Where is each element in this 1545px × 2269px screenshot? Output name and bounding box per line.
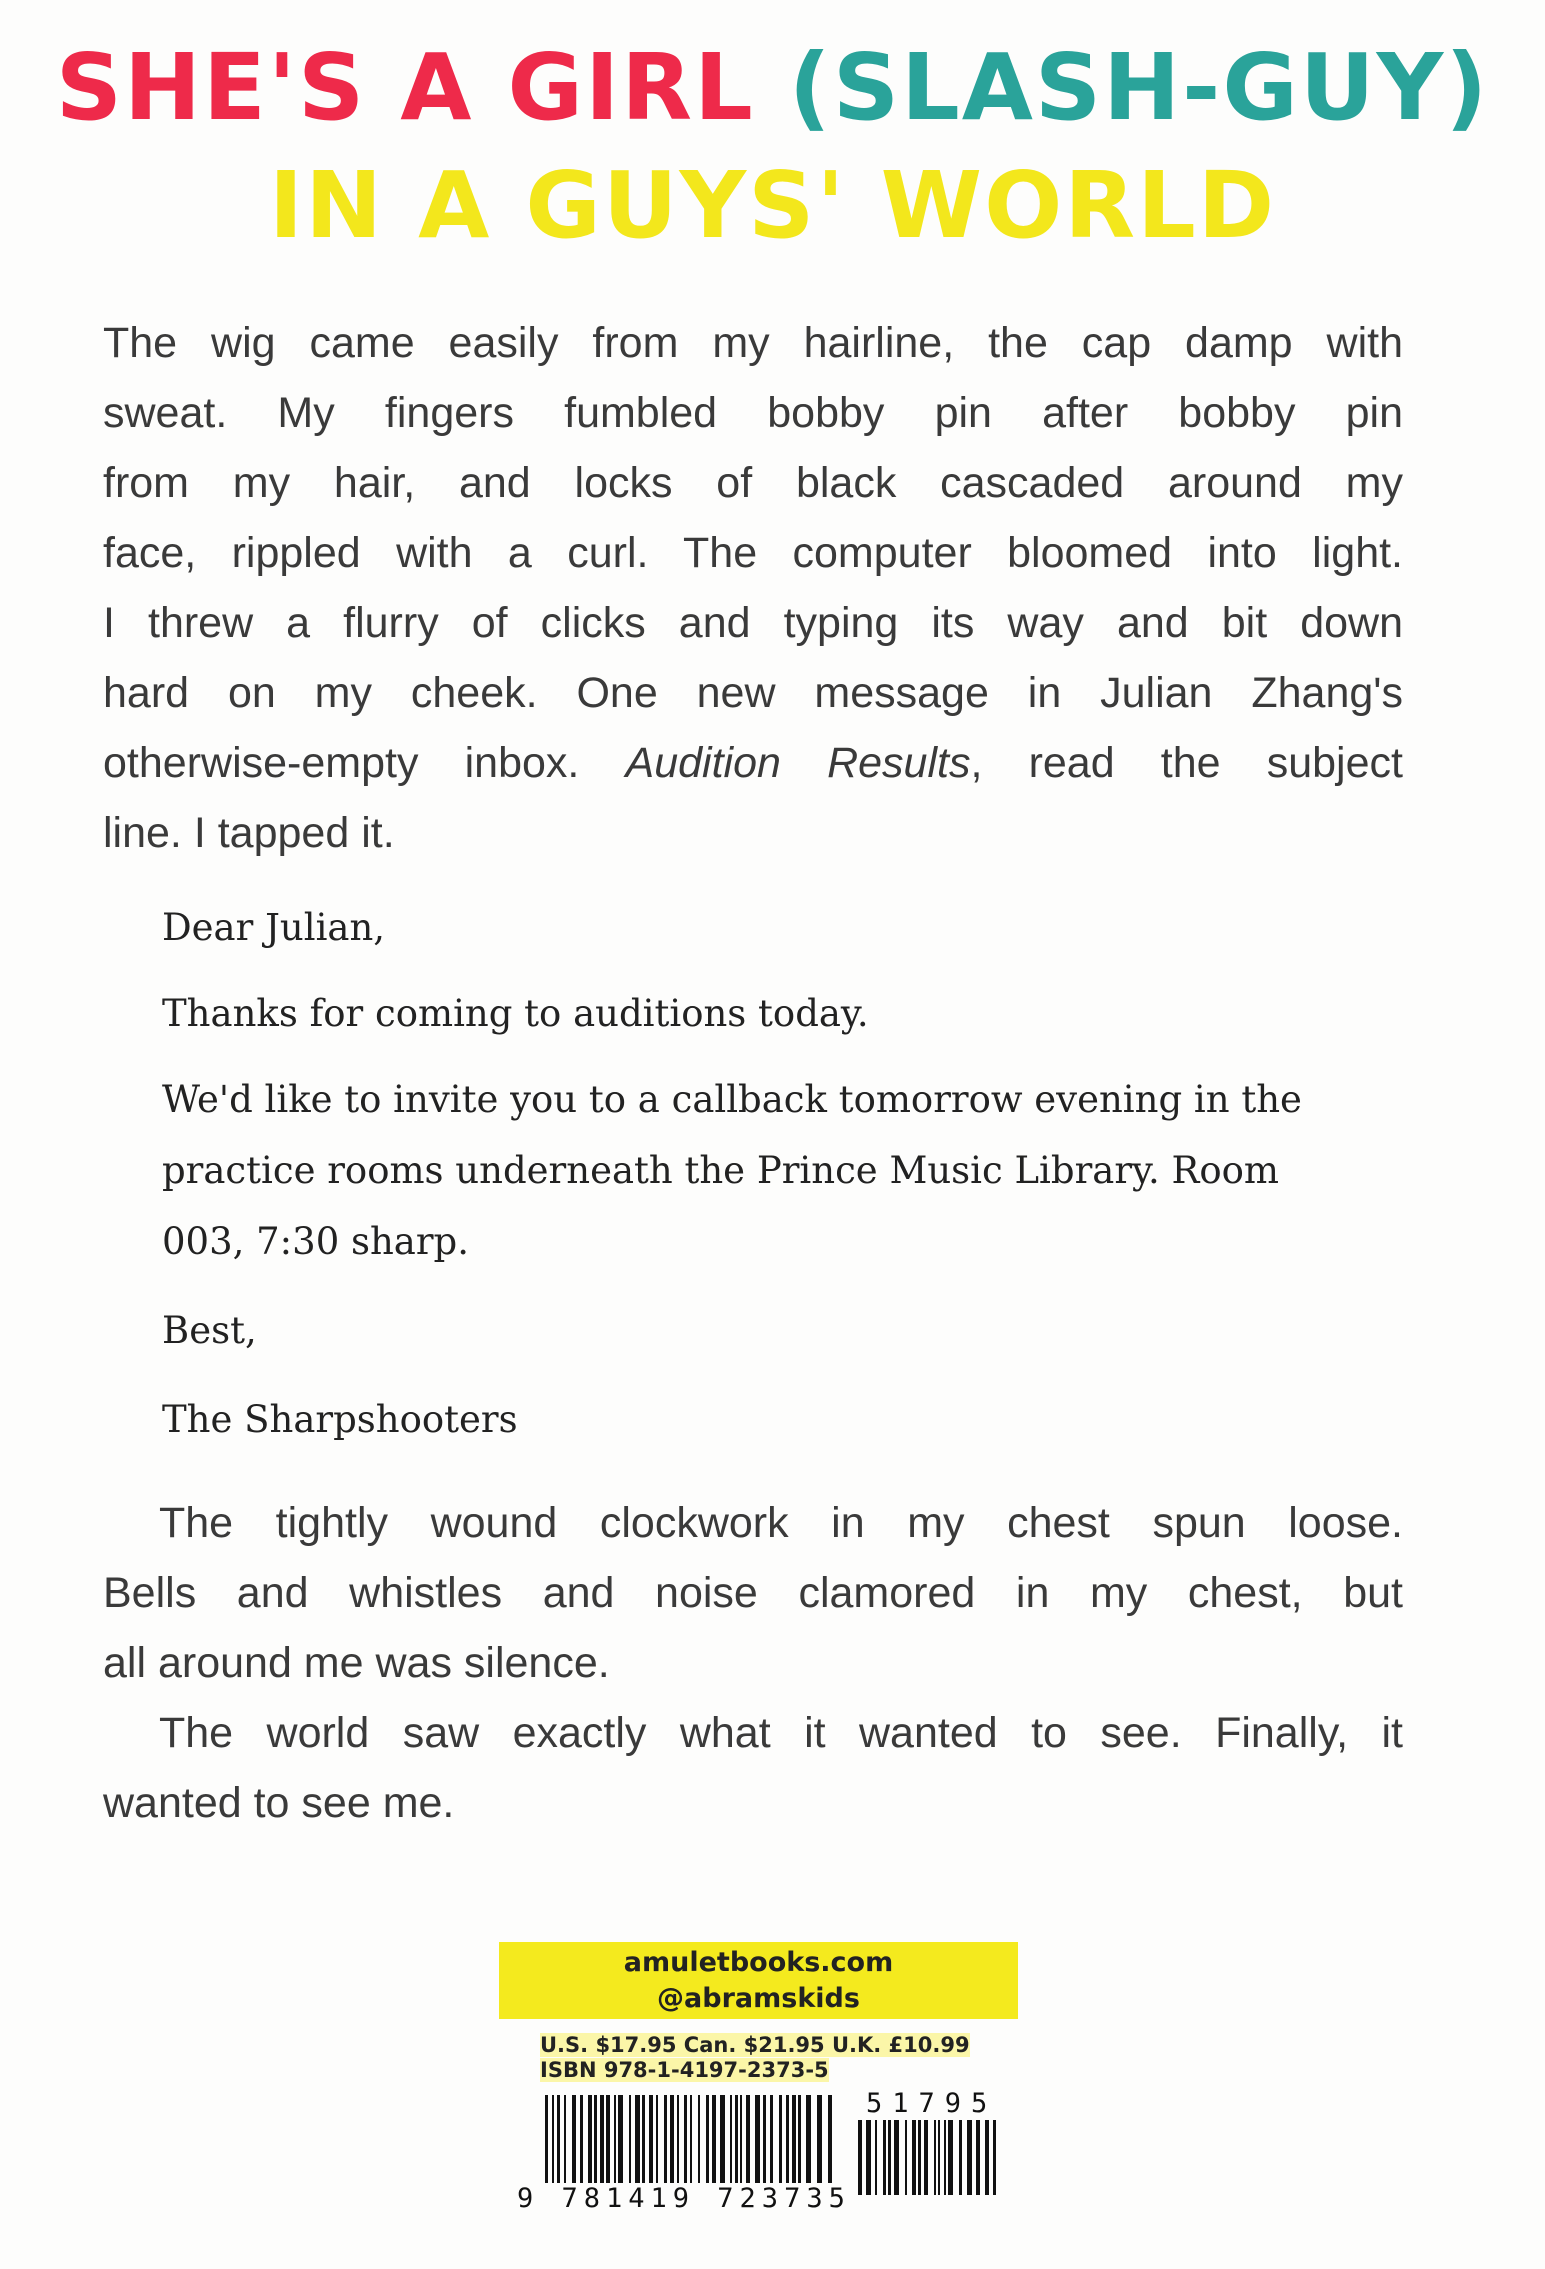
book-title-line-1 (0, 34, 1545, 141)
barcode-bar (670, 2095, 674, 2195)
text-line: hard on my cheek. One new message in Julian Zhang's (103, 669, 1403, 717)
price-barcode (858, 2120, 1000, 2195)
barcode-bar (959, 2120, 962, 2195)
letter-text: 003, 7:30 sharp. (162, 1220, 470, 1263)
letter-closing (162, 1295, 257, 1366)
barcode-bar (817, 2095, 822, 2195)
text-line: line. I tapped it. (103, 809, 395, 857)
letter-text: practice rooms underneath the Prince Music Library. Room (162, 1149, 1280, 1192)
barcode-bar (557, 2095, 560, 2195)
price-line: U.S. $17.95 Can. $21.95 U.K. £10.99 (540, 2033, 970, 2057)
barcode-bar (938, 2120, 940, 2195)
barcode-bar (677, 2095, 679, 2195)
barcode-bar (564, 2095, 566, 2195)
barcode-bar (918, 2120, 921, 2195)
barcode-bar (755, 2095, 760, 2195)
barcode-bar (792, 2095, 796, 2195)
barcode-bar (618, 2095, 623, 2195)
isbn-barcode (545, 2095, 835, 2195)
barcode-bar (572, 2095, 576, 2195)
barcode-bar (786, 2095, 789, 2195)
title-part-girl: SHE'S A GIRL (55, 34, 755, 141)
barcode-bar (706, 2095, 709, 2195)
text-line: I threw a flurry of clicks and typing its way and bit down (103, 599, 1403, 647)
email-subject: Audition Results (625, 739, 971, 787)
text-segment: , read the subject (970, 739, 1403, 787)
letter-text: Thanks for coming to auditions today. (162, 992, 869, 1035)
text-line: all around me was silence. (103, 1639, 610, 1687)
barcode-bar (858, 2120, 862, 2195)
text-segment: otherwise-empty inbox. (103, 739, 626, 787)
publisher-social: @abramskids (657, 1983, 860, 2014)
barcode-bar (656, 2095, 658, 2195)
text-line: from my hair, and locks of black cascaded around my (103, 459, 1403, 507)
closing-text: Best, (162, 1309, 257, 1352)
barcode-bar (888, 2120, 891, 2195)
barcode-bar (770, 2095, 773, 2195)
barcode-bar (883, 2120, 886, 2195)
barcode-bar (934, 2120, 936, 2195)
barcode-bar (690, 2095, 692, 2195)
text-line: Bells and whistles and noise clamored in my chest, but (103, 1569, 1403, 1617)
barcode-bar (635, 2095, 640, 2195)
barcode-bar (698, 2095, 700, 2195)
text-line: The tightly wound clockwork in my chest spun loose. (159, 1499, 1403, 1547)
letter-paragraph-2 (162, 1064, 1302, 1277)
barcode-bar (993, 2120, 996, 2195)
barcode-bar (976, 2120, 980, 2195)
barcode-digits: 9 781419 723735 (517, 2183, 851, 2214)
barcode-bar (779, 2095, 782, 2195)
barcode-bar (912, 2120, 916, 2195)
barcode-bar (594, 2095, 597, 2195)
barcode-bar (580, 2095, 583, 2195)
book-title-line-2: IN A GUYS' WORLD (268, 152, 1277, 259)
barcode-bar (763, 2095, 766, 2195)
barcode-bar (905, 2120, 907, 2195)
letter-paragraph-1 (162, 978, 869, 1049)
barcode-bar (712, 2095, 716, 2195)
isbn-line: ISBN 978-1-4197-2373-5 (540, 2058, 829, 2082)
barcode-bar (606, 2095, 610, 2195)
text-line (103, 728, 1403, 798)
text-line: face, rippled with a curl. The computer bloomed into light. (103, 529, 1403, 577)
barcode-bar (948, 2120, 953, 2195)
text-line: sweat. My fingers fumbled bobby pin after bobby pin (103, 389, 1403, 437)
barcode-bar (600, 2095, 604, 2195)
title-part-slash-guy: (SLASH-GUY) (788, 34, 1490, 141)
barcode-bar (924, 2120, 928, 2195)
barcode-bar (875, 2120, 877, 2195)
text-line: wanted to see me. (103, 1779, 455, 1827)
barcode-bar (588, 2095, 592, 2195)
barcode-bar (649, 2095, 653, 2195)
publisher-box (499, 1942, 1018, 2019)
barcode-bar (552, 2095, 554, 2195)
text-line: The world saw exactly what it wanted to see. Finally, it (159, 1709, 1403, 1757)
barcode-bar (967, 2120, 972, 2195)
barcode-bar (684, 2095, 687, 2195)
barcode-bar (664, 2095, 667, 2195)
barcode-bar (894, 2120, 899, 2195)
intro-paragraph (103, 308, 1403, 868)
barcode-bar (545, 2095, 548, 2195)
outro-paragraph (103, 1488, 1403, 1838)
barcode-bar (746, 2095, 750, 2195)
barcode-bar (944, 2120, 946, 2195)
text-line: The wig came easily from my hairline, the cap damp with (103, 319, 1403, 367)
price-code: 51795 (866, 2088, 998, 2119)
barcode-bar (642, 2095, 645, 2195)
barcode-bar (735, 2095, 738, 2195)
greeting-text: Dear Julian, (162, 906, 386, 949)
letter-text: We'd like to invite you to a callback tomorrow evening in the (162, 1078, 1302, 1121)
signature-text: The Sharpshooters (162, 1398, 518, 1441)
barcode-bar (740, 2095, 742, 2195)
publisher-website: amuletbooks.com (623, 1947, 894, 1978)
barcode-bar (798, 2095, 801, 2195)
barcode-bar (828, 2095, 832, 2195)
barcode-bar (866, 2120, 871, 2195)
letter-greeting (162, 892, 385, 963)
barcode-bar (629, 2095, 631, 2195)
barcode-bar (720, 2095, 725, 2195)
letter-signature (162, 1384, 518, 1455)
barcode-bar (985, 2120, 989, 2195)
barcode-bar (730, 2095, 732, 2195)
barcode-bar (614, 2095, 616, 2195)
barcode-bar (806, 2095, 811, 2195)
